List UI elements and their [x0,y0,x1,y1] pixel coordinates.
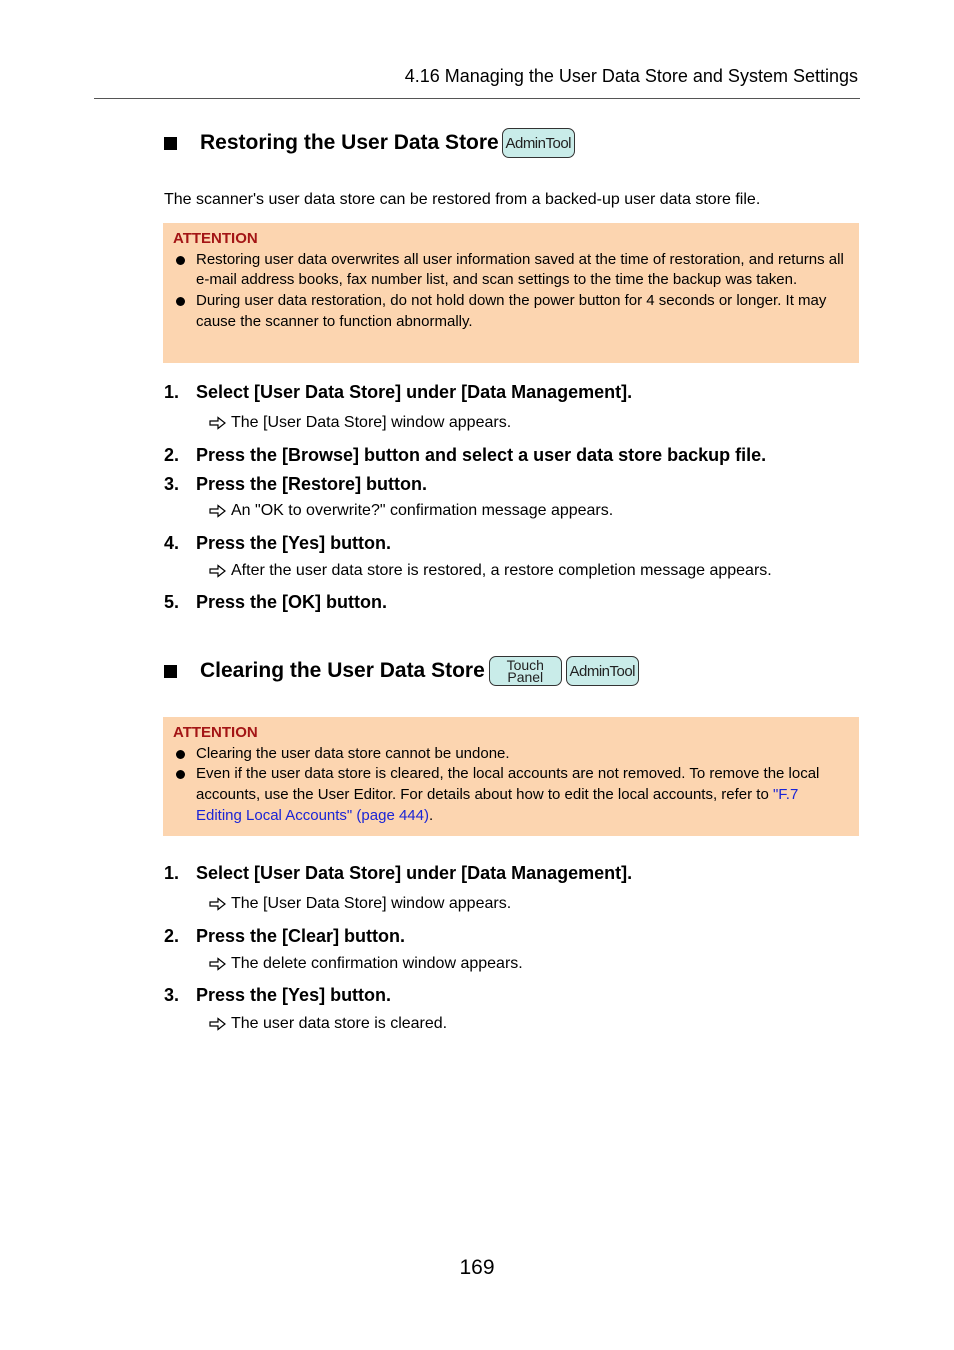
result-arrow-icon [209,897,227,911]
clear-section-heading [164,656,639,686]
attention-item: Restoring user data overwrites all user information saved at the time of restoration, and returns all e-mail address books, fax number list, and scan settings to the time the backup was taken. [173,250,845,291]
restore-section-title: Restoring the User Data Store [200,131,499,154]
clear-section-title: Clearing the User Data Store [200,659,485,682]
attention-item: Even if the user data store is cleared, the local accounts are not removed. To remove the local accounts, use the User Editor. For details about how to edit the local accounts, refer to "F.7 Editing Local Accounts" (page 444). [173,764,845,826]
restore-intro: The scanner's user data store can be restored from a backed-up user data store file. [164,191,761,208]
running-header: 4.16 Managing the User Data Store and System Settings [404,66,858,86]
bullet-dot-icon [176,297,185,306]
clear-step-3-result: The user data store is cleared. [209,1015,447,1033]
square-bullet-icon [164,665,177,678]
restore-step-2: 2. Press the [Browse] button and select a user data store backup file. [164,445,767,465]
restore-step-1: 1. Select [User Data Store] under [Data Management]. [164,382,633,402]
local-accounts-link[interactable]: "F.7 Editing Local Accounts" (page 444) [196,786,799,824]
bullet-dot-icon [176,770,185,779]
touch-panel-badge: Touch Panel [489,656,562,686]
restore-attention-box [163,223,859,363]
restore-step-4: 4. Press the [Yes] button. [164,533,392,553]
clear-step-2: 2. Press the [Clear] button. [164,926,406,946]
clear-step-1: 1. Select [User Data Store] under [Data Management]. [164,863,633,883]
attention-item: During user data restoration, do not hold down the power button for 4 seconds or longer. It may cause the scanner to function abnormally. [173,291,845,332]
restore-section-heading [164,128,575,158]
clear-attention-box [163,717,859,836]
result-arrow-icon [209,504,227,518]
attention-item: Clearing the user data store cannot be undone. [173,744,845,765]
result-arrow-icon [209,416,227,430]
result-arrow-icon [209,957,227,971]
admintool-badge: AdminTool [502,128,575,158]
admintool-badge: AdminTool [566,656,639,686]
clear-step-1-result: The [User Data Store] window appears. [209,895,511,913]
clear-step-3: 3. Press the [Yes] button. [164,985,392,1005]
attention-label: ATTENTION [173,724,258,741]
restore-step-3-result: An "OK to overwrite?" confirmation message appears. [209,502,613,520]
square-bullet-icon [164,137,177,150]
restore-step-4-result: After the user data store is restored, a restore completion message appears. [209,562,772,580]
result-arrow-icon [209,1017,227,1031]
restore-step-5: 5. Press the [OK] button. [164,592,388,612]
bullet-dot-icon [176,256,185,265]
result-arrow-icon [209,564,227,578]
restore-step-1-result: The [User Data Store] window appears. [209,414,511,432]
page-number: 169 [459,1256,495,1279]
attention-label: ATTENTION [173,230,258,247]
restore-step-3: 3. Press the [Restore] button. [164,474,428,494]
bullet-dot-icon [176,750,185,759]
clear-step-2-result: The delete confirmation window appears. [209,955,523,973]
header-divider [94,98,860,99]
